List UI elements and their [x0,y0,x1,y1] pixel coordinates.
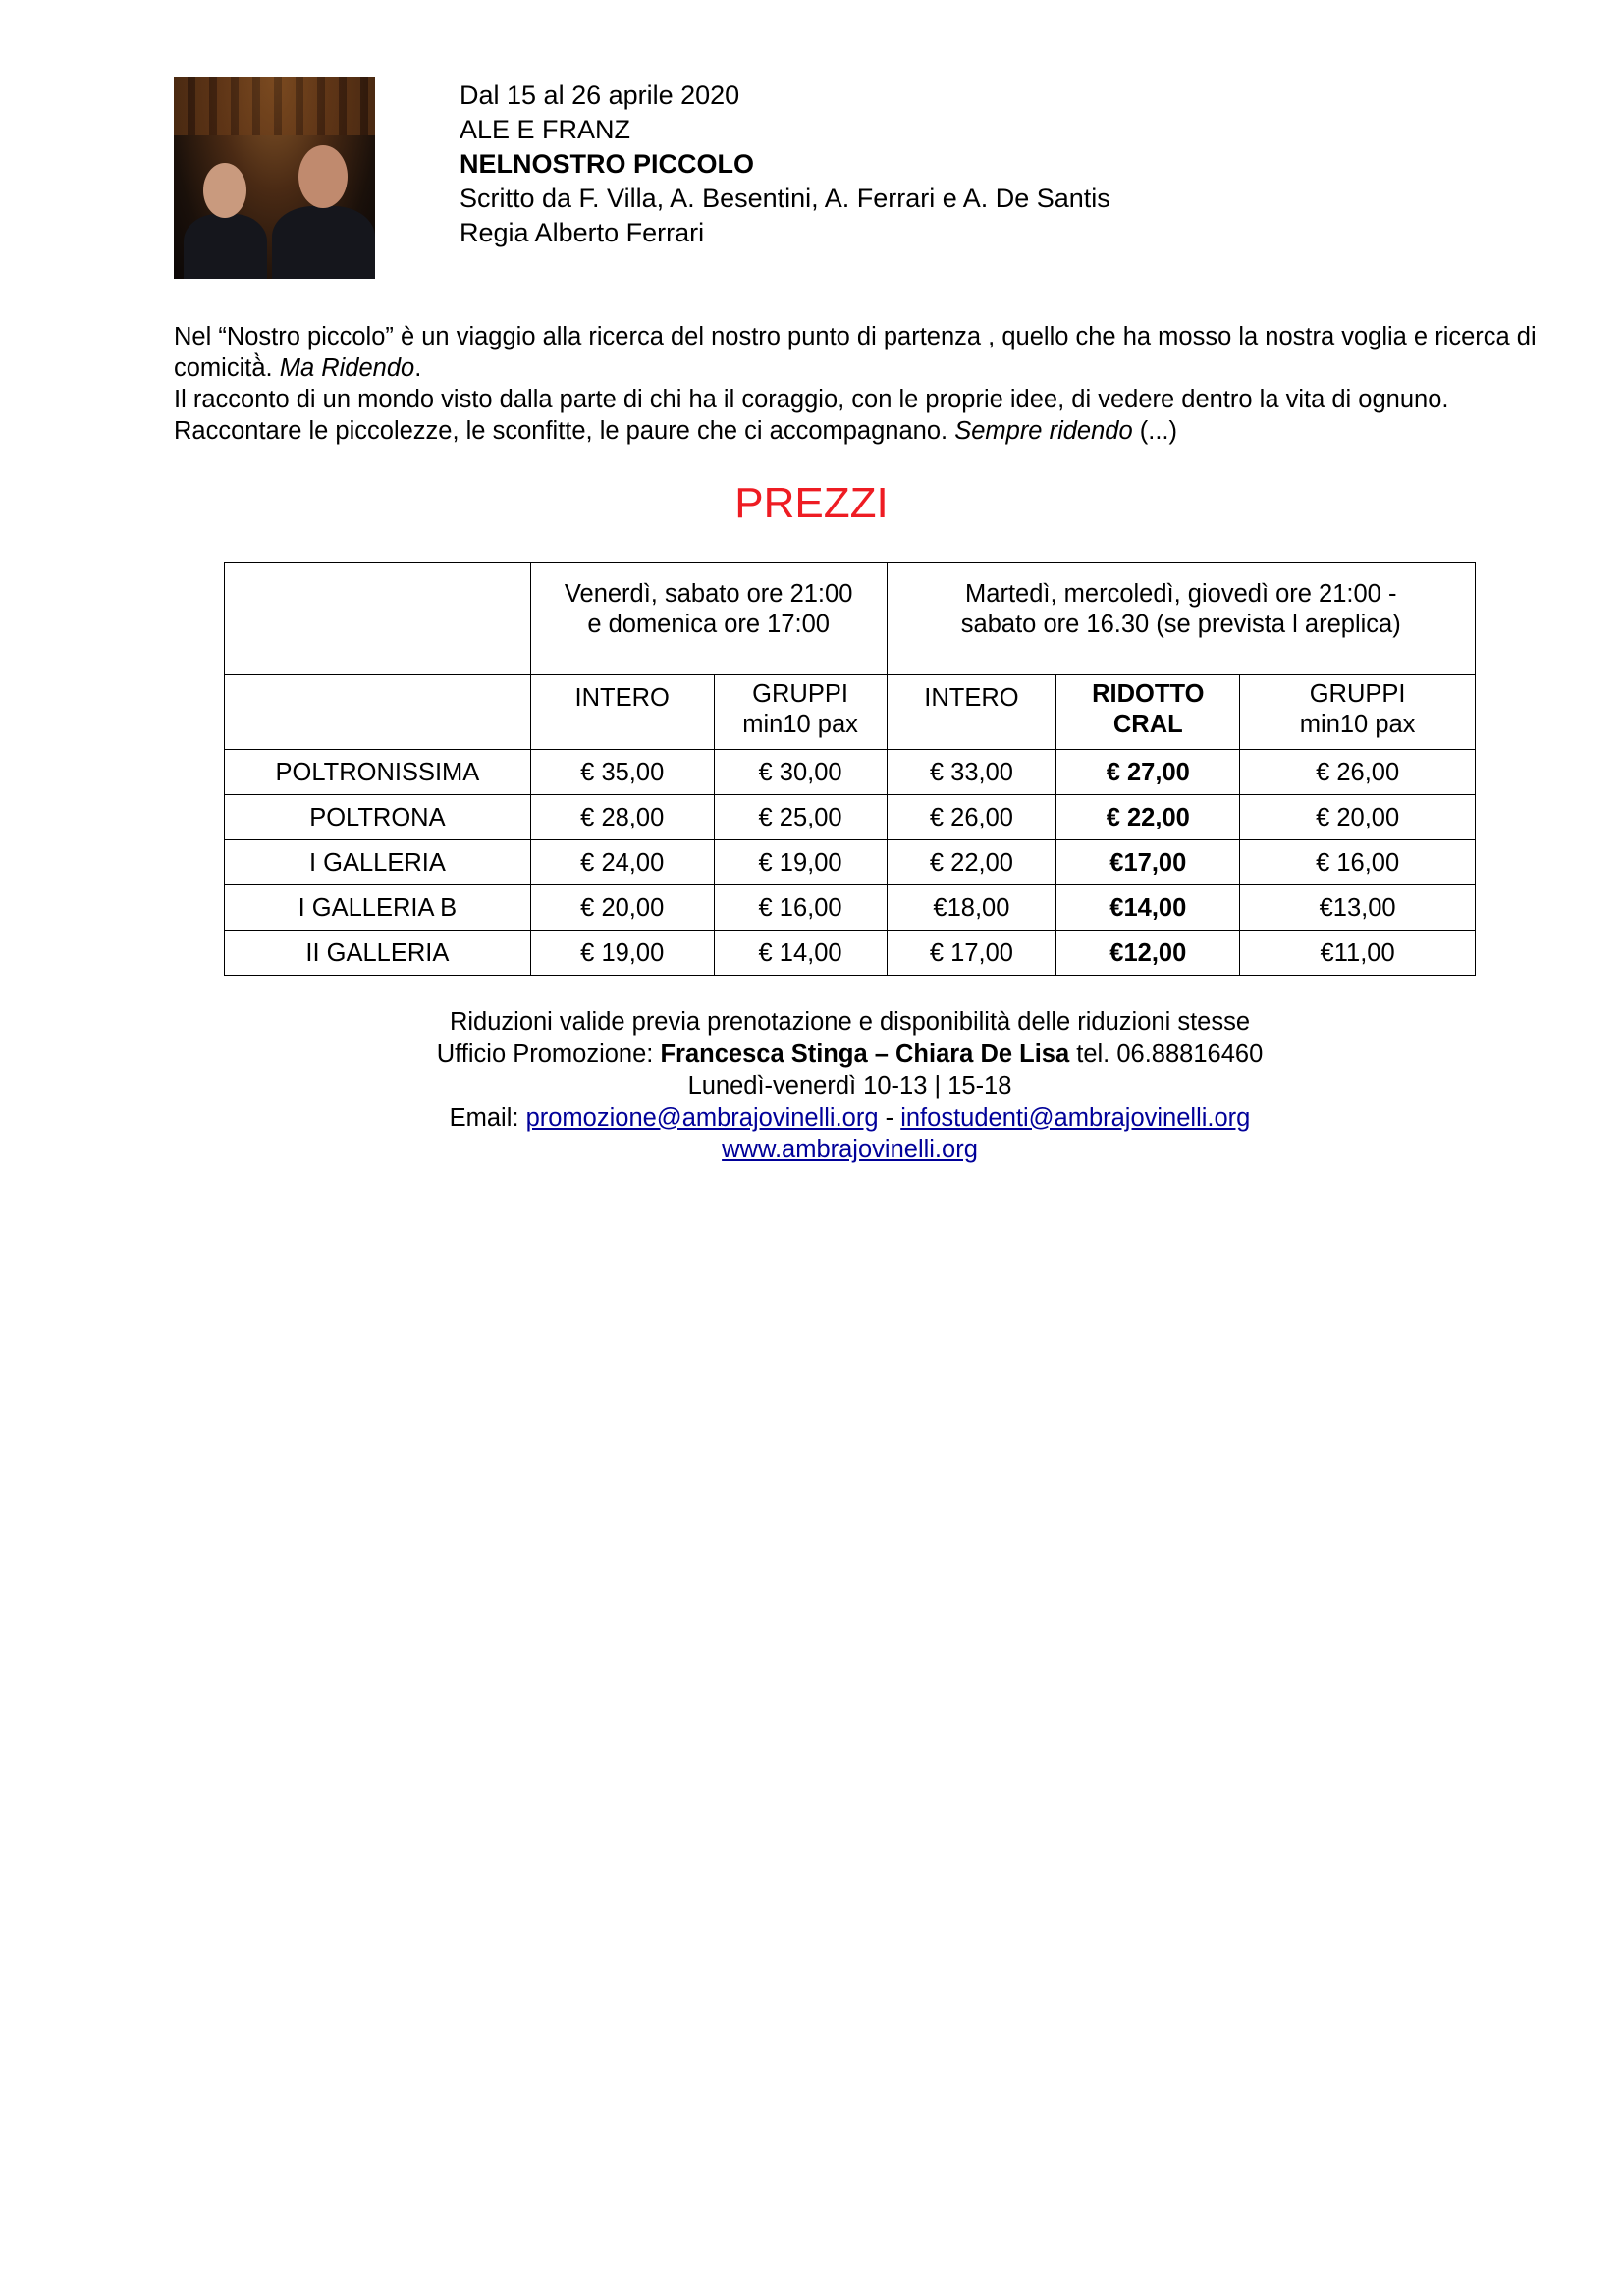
show-date: Dal 15 al 26 aprile 2020 [460,80,740,110]
contact-footer [0,1006,1623,1166]
empty-header-cell [225,563,531,675]
email-promozione-link[interactable]: promozione@ambrajovinelli.org [525,1103,879,1132]
table-row: I GALLERIA € 24,00 € 19,00 € 22,00 €17,00 € 16,00 [225,840,1476,885]
price-table [224,562,1476,976]
office-contacts: Francesca Stinga – Chiara De Lisa [660,1040,1070,1068]
col-gruppi-weekend: GRUPPI min10 pax [714,675,887,750]
col-intero-weekday: INTERO [887,675,1056,750]
show-title: NELNOSTRO PICCOLO [460,149,755,179]
office-hours: Lunedì-venerdì 10-13 | 15-18 [687,1072,1012,1099]
prices-heading: PREZZI [734,479,889,527]
weekday-schedule-header: Martedì, mercoledì, giovedì ore 21:00 - sabato ore 16.30 (se prevista l areplica) [887,563,1476,675]
table-row: II GALLERIA € 19,00 € 14,00 € 17,00 €12,00 €11,00 [225,931,1476,976]
description-paragraph-1: Nel “Nostro piccolo” è un viaggio alla ricerca del nostro punto di partenza , quello che ha mosso la nostra voglia e ricerca di comicità̀. Ma Ridendo. [174,323,1537,382]
col-intero-weekend: INTERO [530,675,714,750]
table-row: POLTRONISSIMA € 35,00 € 30,00 € 33,00 € 27,00 € 26,00 [225,750,1476,795]
promotion-office: Ufficio Promozione: Francesca Stinga – Chiara De Lisa tel. 06.88816460 [436,1040,1264,1068]
show-artists: ALE E FRANZ [460,115,631,144]
empty-subheader-cell [225,675,531,750]
col-gruppi-weekday: GRUPPI min10 pax [1240,675,1476,750]
email-infostudenti-link[interactable]: infostudenti@ambrajovinelli.org [900,1103,1251,1132]
show-description [174,321,1548,447]
table-row: POLTRONA € 28,00 € 25,00 € 26,00 € 22,00 € 20,00 [225,795,1476,840]
show-director: Regia Alberto Ferrari [460,218,705,247]
description-paragraph-2: Il racconto di un mondo visto dalla parte di chi ha il coraggio, con le proprie idee, di vedere dentro la vita di ognuno. Raccontare le piccolezze, le sconfitte, le paure che ci accompagnano. Sempre ridendo (...) [174,386,1449,445]
weekend-schedule-header: Venerdì, sabato ore 21:00 e domenica ore 17:00 [530,563,887,675]
email-line: Email: promozione@ambrajovinelli.org - infostudenti@ambrajovinelli.org [449,1103,1251,1132]
col-ridotto-cral: RIDOTTO CRAL [1056,675,1240,750]
reductions-note: Riduzioni valide previa prenotazione e disponibilità delle riduzioni stesse [449,1008,1251,1036]
show-authors: Scritto da F. Villa, A. Besentini, A. Ferrari e A. De Santis [460,184,1110,213]
table-row: I GALLERIA B € 20,00 € 16,00 €18,00 €14,00 €13,00 [225,885,1476,931]
artists-photo [174,77,375,279]
show-header [460,79,1110,250]
website-link[interactable]: www.ambrajovinelli.org [722,1136,978,1163]
